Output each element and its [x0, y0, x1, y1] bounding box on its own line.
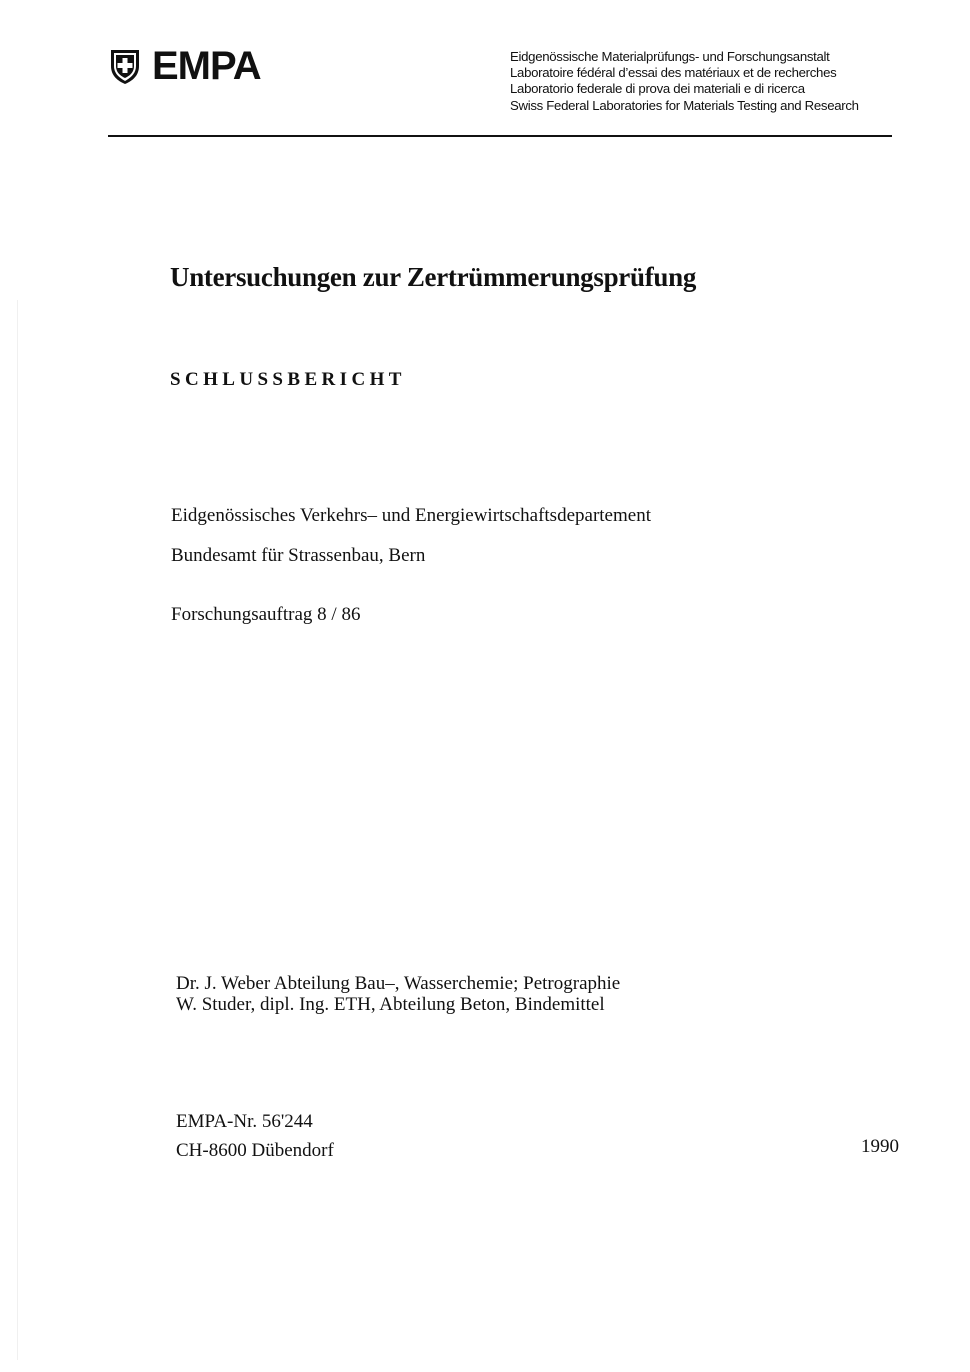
header-divider — [108, 135, 892, 137]
institution-name-fr: Laboratoire fédéral d’essai des matériaux et de recherches — [510, 65, 837, 81]
institution-name-en: Swiss Federal Laboratories for Materials Testing and Research — [510, 97, 859, 113]
logo-text: EMPA — [152, 44, 261, 88]
author-line-2: W. Studer, dipl. Ing. ETH, Abteilung Beton, Bindemittel — [176, 994, 605, 1015]
department-name: Eidgenössisches Verkehrs– und Energiewirtschaftsdepartement — [171, 505, 651, 526]
research-contract: Forschungsauftrag 8 / 86 — [171, 604, 361, 625]
empa-logo — [108, 46, 261, 86]
federal-office: Bundesamt für Strassenbau, Bern — [171, 545, 426, 566]
document-title: Untersuchungen zur Zertrümmerungsprüfung — [170, 262, 697, 292]
scan-edge — [17, 300, 18, 1360]
empa-number: EMPA-Nr. 56'244 — [176, 1111, 313, 1132]
institution-name-block — [510, 49, 859, 114]
year: 1990 — [861, 1136, 899, 1157]
author-line-1: Dr. J. Weber Abteilung Bau–, Wasserchemie; Petrographie — [176, 973, 621, 994]
swiss-cross-shield-icon — [108, 46, 142, 86]
document-subtitle: SCHLUSSBERICHT — [170, 369, 406, 390]
institution-name-it: Laboratorio federale di prova dei materiali e di ricerca — [510, 81, 805, 97]
place: CH-8600 Dübendorf — [176, 1140, 334, 1161]
institution-name-de: Eidgenössische Materialprüfungs- und Forschungsanstalt — [510, 49, 830, 64]
